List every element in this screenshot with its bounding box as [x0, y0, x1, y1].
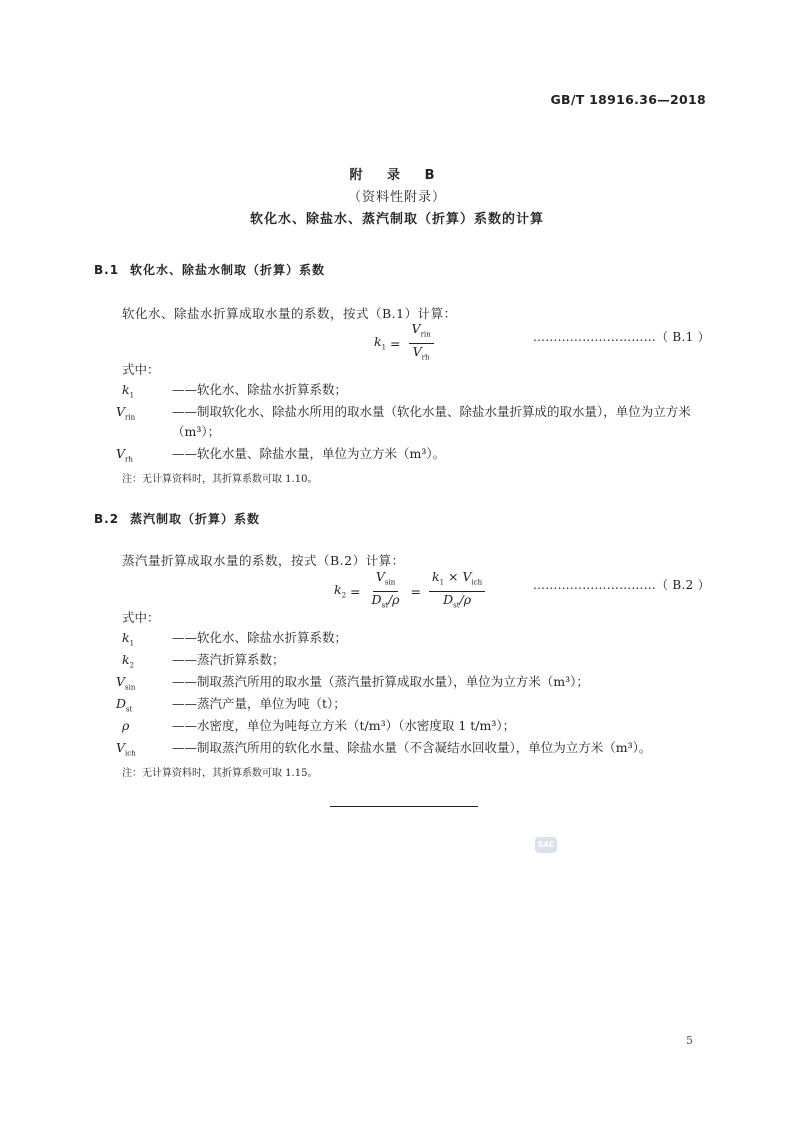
- var-item: $k_2$ ——蒸汽折算系数；: [122, 652, 285, 670]
- section-title: 软化水、除盐水制取（折算）系数: [130, 263, 326, 277]
- section-number: B.1: [94, 263, 120, 277]
- var-item: $V_{rin}$ ——制取软化水、除盐水所用的取水量（软化水量、除盐水量折算成的取水量），单位为立方米: [116, 404, 691, 422]
- section-b1-intro: 软化水、除盐水折算成取水量的系数，按式（B.1）计算：: [122, 306, 457, 321]
- formula-lhs: $k_1$: [374, 334, 387, 352]
- page-number: 5: [686, 1034, 693, 1047]
- var-item: $V_{ich}$ ——制取蒸汽所用的软化水量、除盐水量（不含凝结水回收量），单位为立方米（m³）。: [116, 740, 652, 758]
- equals-sign: =: [390, 335, 401, 351]
- var-item: $k_1$ ——软化水、除盐水折算系数；: [122, 630, 348, 648]
- equals-sign: =: [350, 583, 361, 599]
- formula-b1: [94, 321, 710, 361]
- standard-code: GB/T 18916.36—2018: [550, 92, 706, 107]
- section-b1-heading: [94, 261, 325, 278]
- note: 注：无计算资料时，其折算系数可取 1.15。: [122, 768, 318, 779]
- sac-logo-watermark: SAC: [535, 837, 557, 853]
- section-b2-heading: [94, 510, 260, 527]
- var-item-cont: （m³）；: [172, 424, 221, 439]
- equals-sign: =: [410, 583, 422, 599]
- section-title: 蒸汽制取（折算）系数: [130, 512, 261, 526]
- appendix-label: 附 录 B: [349, 168, 445, 183]
- var-item: $V_{rh}$ ——软化水量、除盐水量，单位为立方米（m³）。: [116, 446, 446, 464]
- equation-number: …………………………（ B.2 ）: [533, 578, 710, 592]
- appendix-title: 软化水、除盐水、蒸汽制取（折算）系数的计算: [249, 212, 544, 227]
- fraction: $\frac{k_1 \times V_{ich}}{D_{st}/\rho}$: [429, 570, 485, 612]
- note: 注：无计算资料时，其折算系数可取 1.10。: [122, 474, 318, 485]
- section-number: B.2: [94, 512, 120, 526]
- appendix-type: （资料性附录）: [347, 190, 446, 205]
- fraction: $\frac{V_{sin}}{D_{st}/\rho}$: [371, 569, 400, 609]
- where-label: 式中：: [122, 362, 160, 377]
- var-item: ρ ——水密度，单位为吨每立方米（t/m³）（水密度取 1 t/m³）；: [122, 718, 516, 733]
- equation-number: …………………………（ B.1 ）: [533, 330, 710, 344]
- var-item: $D_{st}$ ——蒸汽产量，单位为吨（t）；: [116, 696, 346, 714]
- fraction: $\frac{V_{rin}}{V_{rh}}$: [409, 322, 434, 364]
- section-b2-intro: 蒸汽量折算成取水量的系数，按式（B.2）计算：: [122, 553, 405, 568]
- formula-lhs: $k_2$: [334, 582, 347, 600]
- var-item: $k_1$ ——软化水、除盐水折算系数；: [122, 382, 348, 400]
- end-rule: [330, 806, 478, 807]
- formula-b2: [94, 569, 710, 609]
- var-item: $V_{sin}$ ——制取蒸汽所用的取水量（蒸汽量折算成取水量），单位为立方米（m³）；: [116, 674, 589, 692]
- where-label: 式中：: [122, 610, 160, 625]
